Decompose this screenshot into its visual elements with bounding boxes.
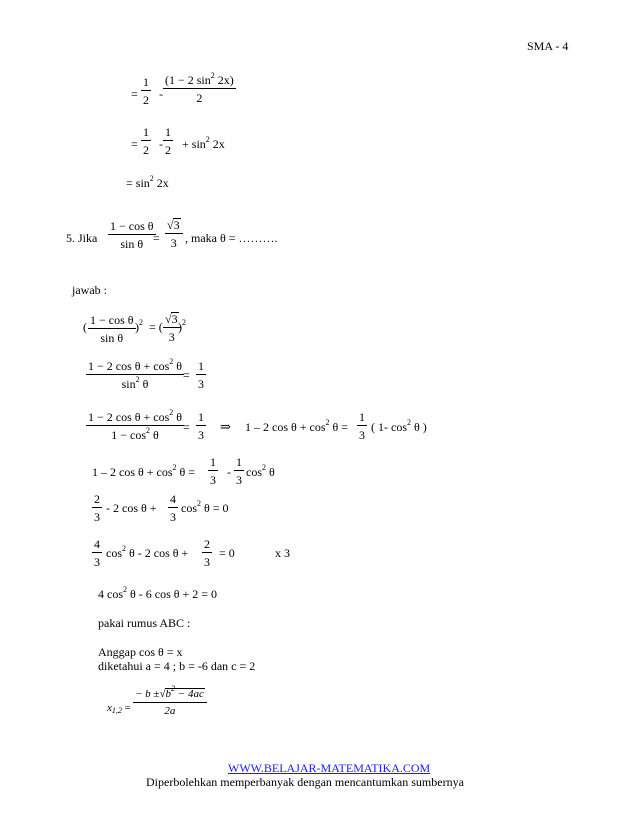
fraction: 1 2	[143, 125, 149, 157]
page-label: SMA - 4	[527, 39, 569, 53]
fraction: 4 3	[170, 492, 176, 524]
problem-label: 5. Jika	[66, 231, 98, 245]
fraction: 4 3	[94, 537, 100, 569]
fraction: 1 3	[198, 410, 204, 442]
fraction: 1 3	[198, 359, 204, 391]
fraction: 2 3	[204, 537, 210, 569]
quadratic-formula: − $b \pm√b^2 - 4ac$ 2a	[133, 688, 207, 717]
assumption: Anggap cos θ = x	[98, 645, 183, 659]
website-link[interactable]: WWW.BELAJAR-MATEMATIKA.COM	[228, 761, 431, 775]
fraction: 1 3	[236, 455, 242, 487]
fraction	[141, 76, 151, 106]
fraction: 1 − 2 $\cos \theta + \cos^2 \theta$ $\sin^2 \theta$	[88, 357, 183, 391]
fraction	[163, 71, 236, 105]
fraction: 2 3	[94, 492, 100, 524]
fraction: 1 − 2 $\cos \theta + \cos^2 \theta$ $1 - \cos^2 \theta$	[88, 408, 183, 442]
eq-sign: =	[131, 137, 138, 151]
fraction: 1 − cos θ sin θ	[110, 219, 154, 251]
abc-note: pakai rumus ABC :	[98, 616, 191, 630]
footer-link[interactable]	[228, 762, 430, 774]
answer-label: jawab :	[72, 283, 107, 297]
multiply-note: x 3	[275, 546, 290, 560]
problem-rest: , maka θ = ……….	[185, 231, 278, 245]
denominator: 2	[143, 93, 149, 107]
minus-sign: -	[159, 137, 163, 151]
denominator: 2	[196, 91, 203, 105]
implies-arrow: ⇒	[220, 419, 231, 434]
numerator: (1 − 2 $\sin^2 2x$)	[165, 71, 234, 87]
expression: = $\sin^2 2x$	[126, 174, 169, 190]
fraction: 1 2	[165, 125, 171, 157]
expression: + $\sin^2 2x$	[182, 135, 225, 151]
eq-sign: =	[131, 87, 138, 101]
fraction: 1 − cos θ sin θ	[90, 313, 134, 345]
fraction: √3 3	[165, 218, 183, 249]
fraction: 1 3	[210, 455, 216, 487]
minus-sign: -	[159, 87, 163, 101]
eq-sign: =	[153, 231, 160, 245]
given-values: diketahui a = 4 ; b = -6 dan c = 2	[98, 659, 256, 673]
formula-lhs: $x_{1,2}$ =	[107, 702, 131, 715]
footer-note: Diperbolehkan memperbanyak dengan mencantumkan sumbernya	[146, 775, 464, 789]
fraction: 1 3	[359, 410, 365, 442]
fraction: √3 3	[163, 312, 181, 343]
numerator: 1	[143, 75, 149, 89]
